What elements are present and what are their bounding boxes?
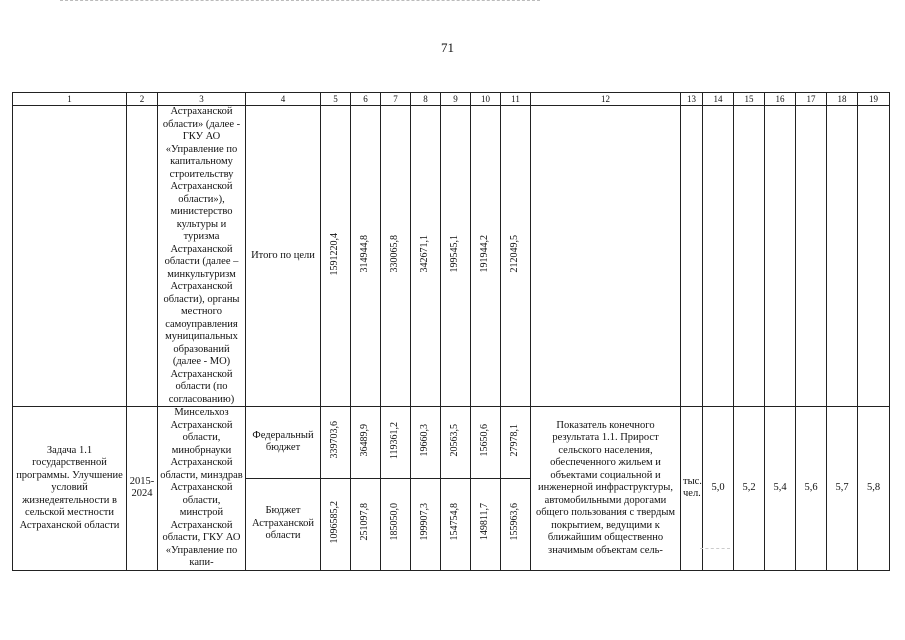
- col-header: 16: [765, 93, 796, 106]
- target-cell: 5,8: [858, 407, 890, 571]
- value-cell: 330065,8: [389, 235, 401, 273]
- empty-cell: [796, 106, 827, 407]
- col-header: 5: [321, 93, 351, 106]
- col-header: 6: [351, 93, 381, 106]
- empty-cell: [765, 106, 796, 407]
- top-dashed-line: [60, 0, 540, 2]
- value-cell: 199545,1: [449, 235, 461, 273]
- col-header: 3: [158, 93, 246, 106]
- target-cell: 5,6: [796, 407, 827, 571]
- value-cell: 27978,1: [509, 423, 521, 457]
- value-cell: 339703,6: [329, 421, 341, 459]
- empty-cell: [827, 106, 858, 407]
- empty-cell: [681, 106, 703, 407]
- value-cell: 154754,8: [449, 503, 461, 541]
- col-header: 7: [381, 93, 411, 106]
- value-cell: 212049,5: [509, 235, 521, 273]
- page-number: 71: [441, 40, 454, 55]
- target-cell: 5,2: [734, 407, 765, 571]
- value-cell: 191944,2: [479, 235, 491, 273]
- period-cell: 2015-2024: [127, 407, 158, 571]
- col-header: 8: [411, 93, 441, 106]
- value-cell: 149811,7: [479, 503, 491, 541]
- value-cell: 185050,0: [389, 503, 401, 541]
- task-title-cell: Задача 1.1 государственной программы. Улучшение условий жизнедеятельности в сельской местности Астраханской области: [13, 407, 127, 571]
- col-header: 4: [246, 93, 321, 106]
- col-header: 10: [471, 93, 501, 106]
- col-header: 19: [858, 93, 890, 106]
- col-header: 17: [796, 93, 827, 106]
- value-cell: 199907,3: [419, 503, 431, 541]
- col-header: 11: [501, 93, 531, 106]
- value-cell: 15650,6: [479, 423, 491, 457]
- value-cell: 119361,2: [389, 421, 401, 459]
- col-header: 9: [441, 93, 471, 106]
- value-cell: 20563,5: [449, 423, 461, 457]
- program-table: [12, 92, 890, 571]
- funding-source-cell: Федеральный бюджет: [246, 407, 321, 479]
- value-cell: 1096585,2: [329, 500, 341, 544]
- table-row: [13, 407, 890, 479]
- empty-cell: [127, 106, 158, 407]
- empty-cell: [703, 106, 734, 407]
- col-header: 14: [703, 93, 734, 106]
- unit-cell: тыс. чел.: [681, 407, 703, 571]
- empty-cell: [531, 106, 681, 407]
- target-cell: 5,4: [765, 407, 796, 571]
- empty-cell: [858, 106, 890, 407]
- empty-cell: [13, 106, 127, 407]
- responsible-cell: Астраханской области» (далее - ГКУ АО «Управление по капитальному строительству Астраханской области»), министерство культуры и туризма Астраханской области (далее – минкультуризм Астраханской области), органы местного самоуправления муниципальных образований (далее - МО) Астраханской области (по согласованию): [158, 106, 246, 407]
- value-cell: 36489,9: [359, 423, 371, 457]
- col-header: 15: [734, 93, 765, 106]
- col-header: 18: [827, 93, 858, 106]
- value-cell: 342671,1: [419, 235, 431, 273]
- value-cell: 314944,8: [359, 235, 371, 273]
- col-header: 12: [531, 93, 681, 106]
- indicator-cell: Показатель конечного результата 1.1. Прирост сельского населения, обеспеченного жильем и объектами социальной и инженерной инфраструктуры, автомобильными дорогами общего пользования с твердым покрытием, ведущими к ближайшим общественно значимым объектам сель-: [531, 407, 681, 571]
- empty-cell: [734, 106, 765, 407]
- scan-mark: [700, 548, 730, 549]
- value-cell: 155963,6: [509, 503, 521, 541]
- value-cell: 19660,3: [419, 423, 431, 457]
- target-cell: 5,0: [703, 407, 734, 571]
- col-header: 13: [681, 93, 703, 106]
- table-row: [13, 106, 890, 407]
- funding-source-cell: Бюджет Астраханской области: [246, 478, 321, 570]
- col-header: 1: [13, 93, 127, 106]
- value-cell: 251097,8: [359, 503, 371, 541]
- col-header: 2: [127, 93, 158, 106]
- target-cell: 5,7: [827, 407, 858, 571]
- responsible-cell: Минсельхоз Астраханской области, минобрнауки Астраханской области, минздрав Астраханской области, минстрой Астраханской области, ГКУ АО «Управление по капи-: [158, 407, 246, 571]
- header-row: [13, 93, 890, 106]
- funding-source-cell: Итого по цели: [246, 106, 321, 407]
- value-cell: 1591220,4: [329, 232, 341, 275]
